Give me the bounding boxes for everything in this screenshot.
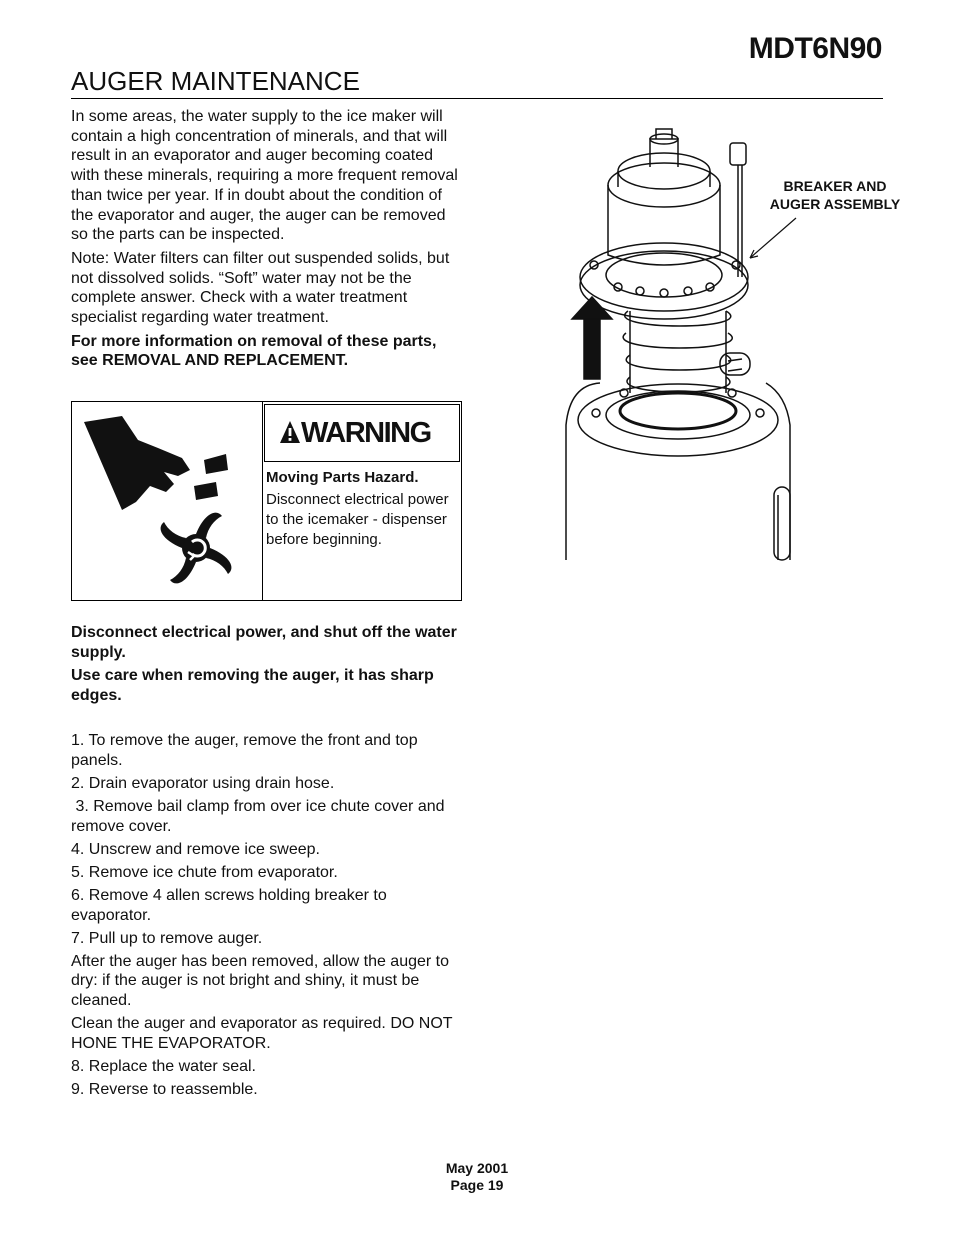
step-item: 6. Remove 4 allen screws holding breaker to evaporator. [71, 886, 387, 924]
warning-hazard: Moving Parts Hazard. [266, 469, 419, 486]
step-item: 4. Unscrew and remove ice sweep. [71, 840, 320, 858]
warning-box [71, 401, 462, 601]
caution-1: Disconnect electrical power, and shut off the water supply. [71, 624, 457, 661]
leader-line [740, 212, 800, 272]
step-item: 2. Drain evaporator using drain hose. [71, 774, 335, 792]
model-number: MDT6N90 [748, 32, 882, 65]
figure-label-line-2: AUGER ASSEMBLY [769, 196, 901, 212]
title-rule [71, 98, 883, 99]
step-item: 8. Replace the water seal. [71, 1058, 256, 1076]
cautions-section [71, 623, 463, 710]
step-item: 7. Pull up to remove auger. [71, 929, 263, 947]
intro-section [71, 107, 463, 375]
steps-list [71, 731, 463, 1103]
intro-paragraph-3: For more information on removal of these parts, see REMOVAL AND REPLACEMENT. [71, 332, 437, 370]
step-item: 5. Remove ice chute from evaporator. [71, 863, 338, 881]
figure-label [760, 177, 910, 213]
footer-page-number: Page 19 [450, 1177, 504, 1193]
warning-header [264, 404, 460, 462]
step-item: 3. Remove bail clamp from over ice chute cover and remove cover. [71, 797, 449, 835]
step-item: 1. To remove the auger, remove the front and top panels. [71, 732, 418, 769]
warning-instruction: Disconnect electrical power to the icemaker - dispenser before beginning. [266, 491, 449, 548]
caution-2: Use care when removing the auger, it has sharp edges. [71, 667, 434, 705]
warning-divider [262, 402, 263, 600]
page-footer [0, 1160, 954, 1194]
intro-paragraph-1: In some areas, the water supply to the ice maker will contain a high concentration of minerals, and that will result in an evaporator and auger becoming coated with these minerals, requiring a more frequent removal than twice per year. If in doubt about the condition of the evaporator and auger, the auger can be removed so the parts can be inspected. [71, 108, 458, 244]
step-item: 9. Reverse to reassemble. [71, 1081, 258, 1099]
intro-paragraph-2: Note: Water filters can filter out suspended solids, but not dissolved solids. “Soft” water may not be the complete answer. Check with a water treatment specialist regarding water treatment. [71, 249, 450, 327]
figure-label-line-1: BREAKER AND [783, 178, 887, 194]
step-item: Clean the auger and evaporator as required. DO NOT HONE THE EVAPORATOR. [71, 1015, 453, 1052]
moving-parts-hazard-icon [78, 410, 256, 592]
footer-date: May 2001 [445, 1160, 509, 1176]
warning-label: WARNING [301, 417, 431, 449]
warning-text [266, 468, 456, 552]
warning-triangle-icon [279, 420, 301, 449]
page-title: AUGER MAINTENANCE [71, 66, 360, 96]
step-item: After the auger has been removed, allow the auger to dry: if the auger is not bright and shiny, it must be cleaned. [71, 952, 450, 1010]
